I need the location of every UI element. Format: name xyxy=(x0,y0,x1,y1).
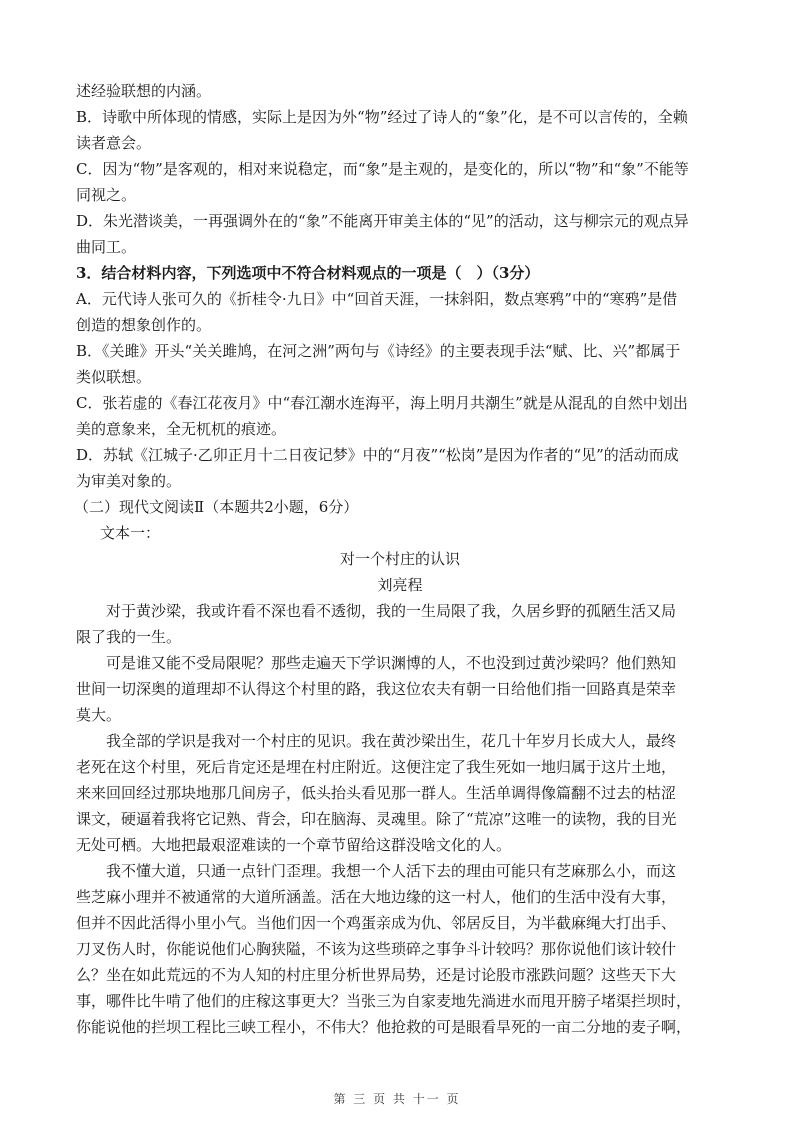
paragraph-line: 对于黄沙梁，我或许看不深也看不透彻，我的一生局限了我，久居乡野的孤陋生活又局 xyxy=(106,602,677,620)
paragraph-line: 来来回回经过那块地那几间房子，低头抬头看见那一群人。生活单调得像篇翻不过去的枯涩 xyxy=(76,784,677,802)
q3-option-b xyxy=(76,338,724,390)
option-line: D．朱光潜谈美，一再强调外在的“象”不能离开审美主体的“见”的活动，这与柳宗元的观点异 xyxy=(76,212,689,230)
paragraph-line: 你能说他的拦坝工程比三峡工程小，不伟大？他抢救的可是眼看旱死的一亩二分地的麦子啊， xyxy=(76,1018,692,1036)
article-author: 刘亮程 xyxy=(377,576,423,594)
option-line: A．元代诗人张可久的《折桂令·九日》中“回首天涯，一抹斜阳，数点寒鸦”中的“寒鸦”是借 xyxy=(76,290,678,308)
paragraph-line: 课文，硬逼着我将它记熟、背会，印在脑海、灵魂里。除了“荒凉”这唯一的读物，我的目光 xyxy=(76,810,677,828)
page-content xyxy=(76,78,724,1040)
option-line: B．诗歌中所体现的情感，实际上是因为外“物”经过了诗人的“象”化，是不可以言传的，全赖 xyxy=(76,108,688,126)
paragraph-1 xyxy=(76,598,724,650)
article-title: 对一个村庄的认识 xyxy=(339,550,460,568)
q2-option-b xyxy=(76,104,724,156)
q2-tail-line: 述经验联想的内涵。 xyxy=(76,82,212,100)
paragraph-line: 限了我的一生。 xyxy=(76,628,182,646)
paragraph-3 xyxy=(76,728,724,858)
option-line: B．《关雎》开头“关关雎鸠，在河之洲”两句与《诗经》的主要表现手法“赋、比、兴”都属于 xyxy=(76,342,681,360)
question-3-title: 3．结合材料内容，下列选项中不符合材料观点的一项是（ ）（3分） xyxy=(76,264,540,282)
option-line: 美的意象来，全无杌杌的痕迹。 xyxy=(76,420,287,438)
text-label: 文本一： xyxy=(100,524,161,542)
q2-option-c xyxy=(76,156,724,208)
option-line: 读者意会。 xyxy=(76,134,152,152)
option-line: 曲同工。 xyxy=(76,238,137,256)
paragraph-line: 老死在这个村里，死后肯定还是埋在村庄附近。这便注定了我生死如一地归属于这片土地， xyxy=(76,758,677,776)
option-line: D．苏轼《江城子·乙卯正月十二日夜记梦》中的“月夜”“松岗”是因为作者的“见”的活动而成 xyxy=(76,446,679,464)
option-line: 创造的想象创作的。 xyxy=(76,316,212,334)
paragraph-line: 莫大。 xyxy=(76,706,122,724)
paragraph-4 xyxy=(76,858,724,1040)
option-line: 为审美对象的。 xyxy=(76,472,182,490)
option-line: C．因为“物”是客观的，相对来说稳定，而“象”是主观的，是变化的，所以“物”和“象”不能等 xyxy=(76,160,689,178)
paragraph-line: 可是谁又能不受局限呢？那些走遍天下学识渊博的人，不也没到过黄沙梁吗？他们熟知 xyxy=(106,654,677,672)
option-line: C．张若虚的《春江花夜月》中“春江潮水连海平，海上明月共潮生”就是从混乱的自然中划出 xyxy=(76,394,688,412)
section-heading: （二）现代文阅读Ⅱ（本题共2小题，6分） xyxy=(74,498,359,516)
paragraph-line: 我全部的学识是我对一个村庄的见识。我在黄沙梁出生，花几十年岁月长成大人，最终 xyxy=(106,732,677,750)
q3-option-d xyxy=(76,442,724,494)
paragraph-line: 我不懂大道，只通一点针门歪理。我想一个人活下去的理由可能只有芝麻那么小，而这 xyxy=(106,862,677,880)
paragraph-line: 些芝麻小理并不被通常的大道所涵盖。活在大地边缘的这一村人，他们的生活中没有大事， xyxy=(76,888,677,906)
paragraph-2 xyxy=(76,650,724,728)
paragraph-line: 么？坐在如此荒远的不为人知的村庄里分析世界局势，还是讨论股市涨跌问题？这些天下大 xyxy=(76,966,677,984)
q2-option-d xyxy=(76,208,724,260)
paragraph-line: 无处可栖。大地把最艰涩难读的一个章节留给这群没啥文化的人。 xyxy=(76,836,512,854)
paragraph-line: 事，哪件比牛啃了他们的庄稼这事更大？当张三为自家麦地先淌进水而甩开膀子堵渠拦坝时， xyxy=(76,992,692,1010)
option-line: 类似联想。 xyxy=(76,368,152,386)
option-line: 同视之。 xyxy=(76,186,137,204)
page-footer: 第 三 页 共 十一 页 xyxy=(333,1092,461,1106)
q3-option-c xyxy=(76,390,724,442)
paragraph-line: 刀叉伤人时，你能说他们心胸狭隘，不该为这些琐碎之事争斗计较吗？那你说他们该计较什 xyxy=(76,940,677,958)
paragraph-line: 世间一切深奥的道理却不认得这个村里的路，我这位农夫有朝一日给他们指一回路真是荣幸 xyxy=(76,680,677,698)
paragraph-line: 但并不因此活得小里小气。当他们因一个鸡蛋亲成为仇、邻居反目，为半截麻绳大打出手、 xyxy=(76,914,677,932)
q3-option-a xyxy=(76,286,724,338)
